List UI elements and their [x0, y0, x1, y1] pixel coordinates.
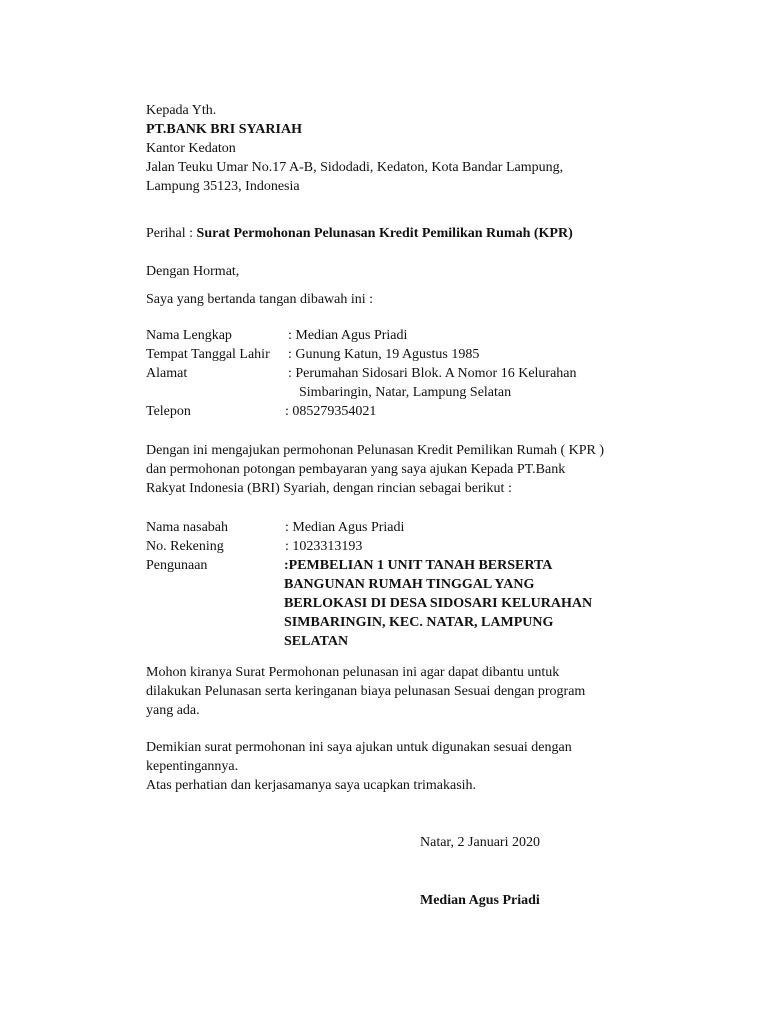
closing-line-1: Demikian surat permohonan ini saya ajukan untuk digunakan sesuai dengan	[146, 740, 572, 755]
bank-name: PT.BANK BRI SYARIAH	[146, 122, 302, 137]
closing-paragraph	[146, 738, 658, 795]
purpose-row-2	[146, 575, 658, 594]
purpose-line-5: SELATAN	[284, 634, 349, 649]
purpose-label: Pengunaan	[146, 558, 208, 573]
purpose-row	[146, 556, 658, 575]
signature-place-date	[420, 833, 720, 852]
purpose-row-3	[146, 594, 658, 613]
applicant-phone-value: : 085279354021	[285, 404, 377, 419]
applicant-birth-value: : Gunung Katun, 19 Agustus 1985	[288, 347, 480, 362]
salutation: Kepada Yth.	[146, 103, 217, 118]
closing-line-2: kepentingannya.	[146, 759, 239, 774]
greeting	[146, 262, 658, 281]
purpose-line-3: BERLOKASI DI DESA SIDOSARI KELURAHAN	[284, 596, 593, 611]
applicant-address-value-1: : Perumahan Sidosari Blok. A Nomor 16 Kelurahan	[288, 366, 577, 381]
request-line-2: dan permohonan potongan pembayaran yang saya ajukan Kepada PT.Bank	[146, 462, 566, 477]
request-line-3: Rakyat Indonesia (BRI) Syariah, dengan rincian sebagai berikut :	[146, 481, 512, 496]
request-line-1: Dengan ini mengajukan permohonan Pelunasan Kredit Pemilikan Rumah ( KPR )	[146, 443, 605, 458]
applicant-name-value: : Median Agus Priadi	[288, 328, 408, 343]
applicant-name-label: Nama Lengkap	[146, 328, 232, 343]
applicant-address-value-2: Simbaringin, Natar, Lampung Selatan	[299, 385, 512, 400]
closing-line-3: Atas perhatian dan kerjasamanya saya ucapkan trimakasih.	[146, 778, 477, 793]
office-name: Kantor Kedaton	[146, 141, 236, 156]
applicant-name-row	[146, 326, 658, 345]
subject-line	[146, 224, 658, 243]
applicant-address-row-2	[146, 383, 658, 402]
intro	[146, 290, 658, 309]
applicant-birth-row	[146, 345, 658, 364]
applicant-address-row	[146, 364, 658, 383]
applicant-address-label: Alamat	[146, 366, 188, 381]
recipient-block	[146, 101, 658, 196]
purpose-line-2: BANGUNAN RUMAH TINGGAL YANG	[284, 577, 535, 592]
applicant-birth-label: Tempat Tanggal Lahir	[146, 347, 270, 362]
customer-row	[146, 518, 658, 537]
greeting-text: Dengan Hormat,	[146, 264, 240, 279]
loan-details	[146, 518, 658, 651]
address-line-2: Lampung 35123, Indonesia	[146, 179, 300, 194]
applicant-phone-row	[146, 402, 658, 421]
applicant-details	[146, 326, 658, 421]
hope-line-1: Mohon kiranya Surat Permohonan pelunasan ini agar dapat dibantu untuk	[146, 665, 560, 680]
subject-title: Surat Permohonan Pelunasan Kredit Pemilikan Rumah (KPR)	[196, 226, 573, 241]
account-value: : 1023313193	[285, 539, 363, 554]
subject-label: Perihal :	[146, 226, 194, 241]
account-label: No. Rekening	[146, 539, 224, 554]
request-paragraph	[146, 441, 658, 498]
purpose-line-1: :PEMBELIAN 1 UNIT TANAH BERSERTA	[284, 558, 553, 573]
intro-text: Saya yang bertanda tangan dibawah ini :	[146, 292, 374, 307]
customer-value: : Median Agus Priadi	[285, 520, 405, 535]
signer-name: Median Agus Priadi	[420, 893, 540, 908]
purpose-line-4: SIMBARINGIN, KEC. NATAR, LAMPUNG	[284, 615, 554, 630]
address-line-1: Jalan Teuku Umar No.17 A-B, Sidodadi, Kedaton, Kota Bandar Lampung,	[146, 160, 564, 175]
hope-line-2: dilakukan Pelunasan serta keringanan biaya pelunasan Sesuai dengan program	[146, 684, 586, 699]
applicant-phone-label: Telepon	[146, 404, 191, 419]
purpose-row-4	[146, 613, 658, 632]
purpose-row-5	[146, 632, 658, 651]
customer-label: Nama nasabah	[146, 520, 229, 535]
place-date-text: Natar, 2 Januari 2020	[420, 835, 540, 850]
signature-name	[420, 891, 720, 910]
hope-line-3: yang ada.	[146, 703, 200, 718]
hope-paragraph	[146, 663, 658, 720]
account-row	[146, 537, 658, 556]
